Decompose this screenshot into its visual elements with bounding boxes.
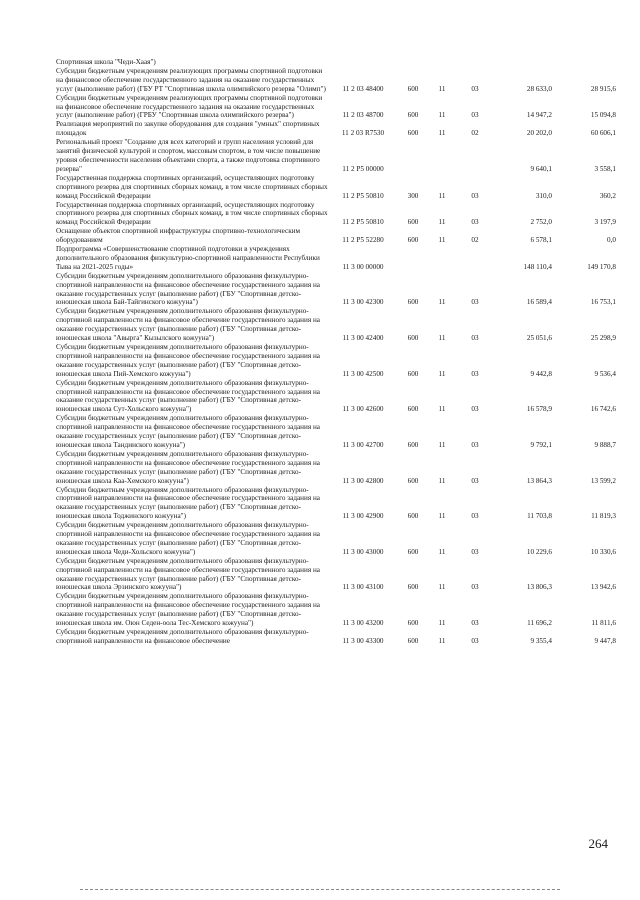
table-row — [56, 343, 616, 379]
row-name: Государственная поддержка спортивных организаций, осуществляющих подготовку спортивного резерва для спортивных сборных команд, в том числе спортивных сборных команд Российской Федерации — [56, 173, 328, 200]
row-amount-year2: 11 819,3 — [591, 512, 616, 521]
row-section: 11 — [438, 111, 446, 120]
row-target-code: 11 3 00 43000 — [342, 547, 384, 556]
row-amount-year1: 10 229,6 — [526, 547, 552, 556]
row-subsection: 03 — [471, 84, 479, 93]
row-amount-year1: 11 703,8 — [527, 512, 552, 521]
row-target-code: 11 3 00 00000 — [342, 262, 384, 271]
row-amount-year2: 16 742,6 — [590, 405, 616, 414]
row-name: Субсидии бюджетным учреждениям дополнительного образования физкультурно-спортивной направленности на финансовое обеспечение государственного задания на оказание государственных услуг (выполнение работ) (ГБУ "Спортивная детско-юношеская школа Каа-Хемского кожууна") — [56, 449, 321, 485]
table-row — [56, 628, 616, 646]
row-target-code: 11 3 00 42900 — [342, 512, 384, 521]
row-target-code: 11 2 03 48700 — [342, 111, 384, 120]
row-name: Субсидии бюджетным учреждениям дополнительного образования физкультурно-спортивной направленности на финансовое обеспечение государственного задания на оказание государственных услуг (выполнение работ) (ГБУ "Спортивная детско-юношеская школа Тоджинского кожууна") — [56, 485, 321, 521]
row-section: 11 — [438, 440, 446, 449]
row-amount-year1: 16 578,9 — [526, 405, 552, 414]
row-section: 11 — [438, 334, 446, 343]
row-subsection: 03 — [471, 369, 479, 378]
table-row — [56, 307, 616, 343]
row-subsection: 03 — [471, 218, 479, 227]
row-expense-type: 600 — [407, 334, 419, 343]
row-target-code: 11 3 00 43100 — [342, 583, 384, 592]
table-row — [56, 272, 616, 308]
row-subsection: 03 — [471, 476, 479, 485]
row-name: Субсидии бюджетным учреждениям реализующих программы спортивной подготовки на финансовое обеспечение государственного задания на оказание государственных услуг (выполнение работ) (ГБУ РТ "Спортивная школа олимпийского резерва "Олимп") — [56, 66, 326, 93]
row-amount-year2: 13 599,2 — [590, 476, 616, 485]
row-section: 11 — [438, 636, 446, 645]
row-section: 11 — [438, 583, 446, 592]
row-expense-type: 600 — [407, 547, 419, 556]
row-target-code: 11 3 00 43300 — [342, 636, 384, 645]
row-name: Субсидии бюджетным учреждениям дополнительного образования физкультурно-спортивной направленности на финансовое обеспечение — [56, 628, 309, 645]
row-target-code: 11 2 03 R7530 — [341, 129, 385, 138]
row-expense-type: 600 — [407, 298, 419, 307]
row-section: 11 — [438, 405, 446, 414]
row-section: 11 — [438, 129, 446, 138]
row-amount-year1: 16 589,4 — [526, 298, 552, 307]
row-subsection: 03 — [471, 619, 479, 628]
row-expense-type — [398, 138, 428, 174]
row-section — [428, 138, 456, 174]
row-target-code: 11 3 00 42600 — [342, 405, 384, 414]
row-expense-type: 600 — [407, 440, 419, 449]
row-amount-year1: 28 633,0 — [526, 84, 552, 93]
row-expense-type: 600 — [407, 619, 419, 628]
budget-table — [56, 58, 616, 646]
table-row — [56, 120, 616, 138]
row-amount-year1: 6 578,1 — [530, 236, 552, 245]
row-amount-year2: 0,0 — [607, 236, 616, 245]
row-amount-year1 — [494, 58, 552, 67]
row-expense-type: 600 — [407, 369, 419, 378]
table-row — [56, 138, 616, 174]
row-expense-type: 600 — [407, 236, 419, 245]
row-target-code: 11 3 00 42500 — [342, 369, 384, 378]
row-subsection: 03 — [471, 298, 479, 307]
row-target-code: 11 3 00 43200 — [342, 619, 384, 628]
row-name: Региональный проект "Создание для всех категорий и групп населения условий для занятий физической культурой и спортом, массовым спортом, в том числе повышение уровня обеспеченности населения объектами спорта, а также подготовка спортивного резерва" — [56, 138, 321, 173]
row-amount-year1: 13 806,3 — [526, 583, 552, 592]
row-section: 11 — [438, 547, 446, 556]
row-target-code: 11 2 P5 52280 — [342, 236, 384, 245]
row-expense-type: 600 — [407, 512, 419, 521]
row-amount-year1: 11 696,2 — [527, 619, 552, 628]
row-expense-type — [398, 245, 428, 272]
row-subsection: 03 — [471, 440, 479, 449]
table-row — [56, 58, 616, 67]
row-expense-type: 600 — [407, 218, 419, 227]
row-name: Оснащение объектов спортивной инфраструктуры спортивно-технологическим оборудованием — [56, 227, 301, 245]
row-amount-year2: 149 170,8 — [587, 262, 616, 271]
table-row — [56, 557, 616, 593]
row-name: Субсидии бюджетным учреждениям дополнительного образования физкультурно-спортивной направленности на финансовое обеспечение государственного задания на оказание государственных услуг (выполнение работ) (ГБУ "Спортивная детско-юношеская школа Чеди-Хольского кожууна") — [56, 521, 321, 556]
row-subsection: 03 — [471, 547, 479, 556]
row-name: Субсидии бюджетным учреждениям дополнительного образования физкультурно-спортивной направленности на финансовое обеспечение государственного задания на оказание государственных услуг (выполнение работ) (ГБУ "Спортивная детско-юношеская школа Эрзинского кожууна") — [56, 556, 321, 592]
row-subsection: 03 — [471, 636, 479, 645]
row-name: Государственная поддержка спортивных организаций, осуществляющих подготовку спортивного резерва для спортивных сборных команд, в том числе спортивных сборных команд Российской Федерации — [56, 200, 328, 227]
table-row — [56, 592, 616, 628]
row-name: Субсидии бюджетным учреждениям дополнительного образования физкультурно-спортивной направленности на финансовое обеспечение государственного задания на оказание государственных услуг (выполнение работ) (ГБУ "Спортивная детско-юношеская школа Пий-Хемского кожууна") — [56, 343, 321, 378]
row-expense-type: 300 — [407, 191, 419, 200]
row-name: Субсидии бюджетным учреждениям дополнительного образования физкультурно-спортивной направленности на финансовое обеспечение государственного задания на оказание государственных услуг (выполнение работ) (ГБУ "Спортивная детско-юношеская школа Бай-Тайгинского кожууна") — [56, 271, 321, 307]
row-section: 11 — [438, 298, 446, 307]
row-target-code — [328, 58, 398, 67]
scan-edge-marks — [80, 889, 560, 892]
row-amount-year2: 11 811,6 — [591, 619, 616, 628]
row-amount-year1: 310,0 — [535, 191, 552, 200]
row-amount-year1: 2 752,0 — [530, 218, 552, 227]
row-section: 11 — [438, 236, 446, 245]
row-section: 11 — [438, 369, 446, 378]
row-target-code: 11 2 P5 50810 — [342, 191, 384, 200]
budget-table-body — [56, 58, 616, 646]
row-amount-year2: 16 753,1 — [590, 298, 616, 307]
row-amount-year1: 25 051,6 — [526, 334, 552, 343]
table-row — [56, 450, 616, 486]
row-amount-year1: 20 202,0 — [526, 129, 552, 138]
row-expense-type: 600 — [407, 405, 419, 414]
row-subsection: 03 — [471, 583, 479, 592]
table-row — [56, 414, 616, 450]
row-subsection: 02 — [471, 129, 479, 138]
row-amount-year1: 9 442,8 — [530, 369, 552, 378]
row-amount-year1: 14 947,2 — [526, 111, 552, 120]
row-name: Субсидии бюджетным учреждениям дополнительного образования физкультурно-спортивной направленности на финансовое обеспечение государственного задания на оказание государственных услуг (выполнение работ) (ГБУ "Спортивная детско-юношеская школа им. Оюн Седен-оола Тес-Хемского кожууна") — [56, 592, 321, 628]
table-row — [56, 94, 616, 121]
row-subsection: 03 — [471, 191, 479, 200]
row-subsection — [456, 138, 494, 174]
row-amount-year2: 9 888,7 — [594, 440, 616, 449]
row-amount-year2: 3 558,1 — [594, 164, 616, 173]
table-row — [56, 521, 616, 557]
row-section: 11 — [438, 619, 446, 628]
row-subsection — [456, 58, 494, 67]
row-amount-year1: 13 864,3 — [526, 476, 552, 485]
row-amount-year2 — [552, 58, 616, 67]
row-section: 11 — [438, 476, 446, 485]
row-amount-year2: 28 915,6 — [590, 84, 616, 93]
row-subsection: 03 — [471, 512, 479, 521]
table-row — [56, 486, 616, 522]
page-number: 264 — [588, 836, 608, 851]
row-section: 11 — [438, 84, 446, 93]
row-target-code: 11 2 03 48400 — [342, 84, 384, 93]
row-amount-year1: 9 640,1 — [530, 164, 552, 173]
table-row — [56, 245, 616, 272]
row-amount-year2: 360,2 — [599, 191, 616, 200]
row-amount-year2: 13 942,6 — [590, 583, 616, 592]
row-expense-type — [398, 58, 428, 67]
row-expense-type: 600 — [407, 84, 419, 93]
row-section: 11 — [438, 218, 446, 227]
row-subsection: 03 — [471, 334, 479, 343]
row-expense-type: 600 — [407, 476, 419, 485]
table-row — [56, 379, 616, 415]
table-row — [56, 174, 616, 201]
row-amount-year2: 9 536,4 — [594, 369, 616, 378]
table-row — [56, 67, 616, 94]
row-target-code: 11 3 00 42800 — [342, 476, 384, 485]
row-section: 11 — [438, 191, 446, 200]
row-target-code: 11 3 00 42300 — [342, 298, 384, 307]
row-target-code: 11 3 00 42700 — [342, 440, 384, 449]
row-amount-year1: 9 355,4 — [530, 636, 552, 645]
row-subsection: 02 — [471, 236, 479, 245]
row-expense-type: 600 — [407, 111, 419, 120]
row-section — [428, 58, 456, 67]
row-amount-year1: 9 792,1 — [530, 440, 552, 449]
row-subsection: 03 — [471, 405, 479, 414]
row-name: Субсидии бюджетным учреждениям реализующих программы спортивной подготовки на финансовое обеспечение государственного задания на оказание государственных услуг (выполнение работ) (ГРБУ "Спортивная школа олимпийского резерва") — [56, 93, 323, 120]
row-expense-type: 600 — [407, 129, 419, 138]
row-amount-year2: 25 298,9 — [590, 334, 616, 343]
row-target-code: 11 2 P5 50810 — [342, 218, 384, 227]
row-name: Реализация мероприятий по закупке оборудования для создания "умных" спортивных площадок — [56, 120, 320, 138]
row-name: Спортивная школа "Чеди-Хаая") — [56, 58, 156, 66]
row-amount-year2: 9 447,8 — [594, 636, 616, 645]
row-target-code: 11 2 P5 00000 — [342, 164, 384, 173]
row-name: Субсидии бюджетным учреждениям дополнительного образования физкультурно-спортивной направленности на финансовое обеспечение государственного задания на оказание государственных услуг (выполнение работ) (ГБУ "Спортивная детско-юношеская школа Тандинского кожууна") — [56, 414, 321, 449]
row-expense-type: 600 — [407, 636, 419, 645]
table-row — [56, 227, 616, 245]
row-subsection — [456, 245, 494, 272]
row-amount-year2: 3 197,9 — [594, 218, 616, 227]
row-subsection: 03 — [471, 111, 479, 120]
row-name: Субсидии бюджетным учреждениям дополнительного образования физкультурно-спортивной направленности на финансовое обеспечение государственного задания на оказание государственных услуг (выполнение работ) (ГБУ "Спортивная детско-юношеская школа Сут-Хольского кожууна") — [56, 378, 321, 414]
row-expense-type: 600 — [407, 583, 419, 592]
row-section: 11 — [438, 512, 446, 521]
row-section — [428, 245, 456, 272]
row-name: Подпрограмма «Совершенствование спортивной подготовки в учреждениях дополнительного образования физкультурно-спортивной направленности Республики Тыва на 2021-2025 годы» — [56, 245, 320, 271]
row-name: Субсидии бюджетным учреждениям дополнительного образования физкультурно-спортивной направленности на финансовое обеспечение государственного задания на оказание государственных услуг (выполнение работ) (ГБУ "Спортивная детско-юношеская школа "Авырга" Кызылского кожууна") — [56, 307, 321, 343]
row-amount-year2: 60 606,1 — [590, 129, 616, 138]
row-amount-year1: 148 110,4 — [523, 262, 552, 271]
row-amount-year2: 10 330,6 — [590, 547, 616, 556]
row-target-code: 11 3 00 42400 — [342, 334, 384, 343]
row-amount-year2: 15 094,8 — [590, 111, 616, 120]
table-row — [56, 201, 616, 228]
